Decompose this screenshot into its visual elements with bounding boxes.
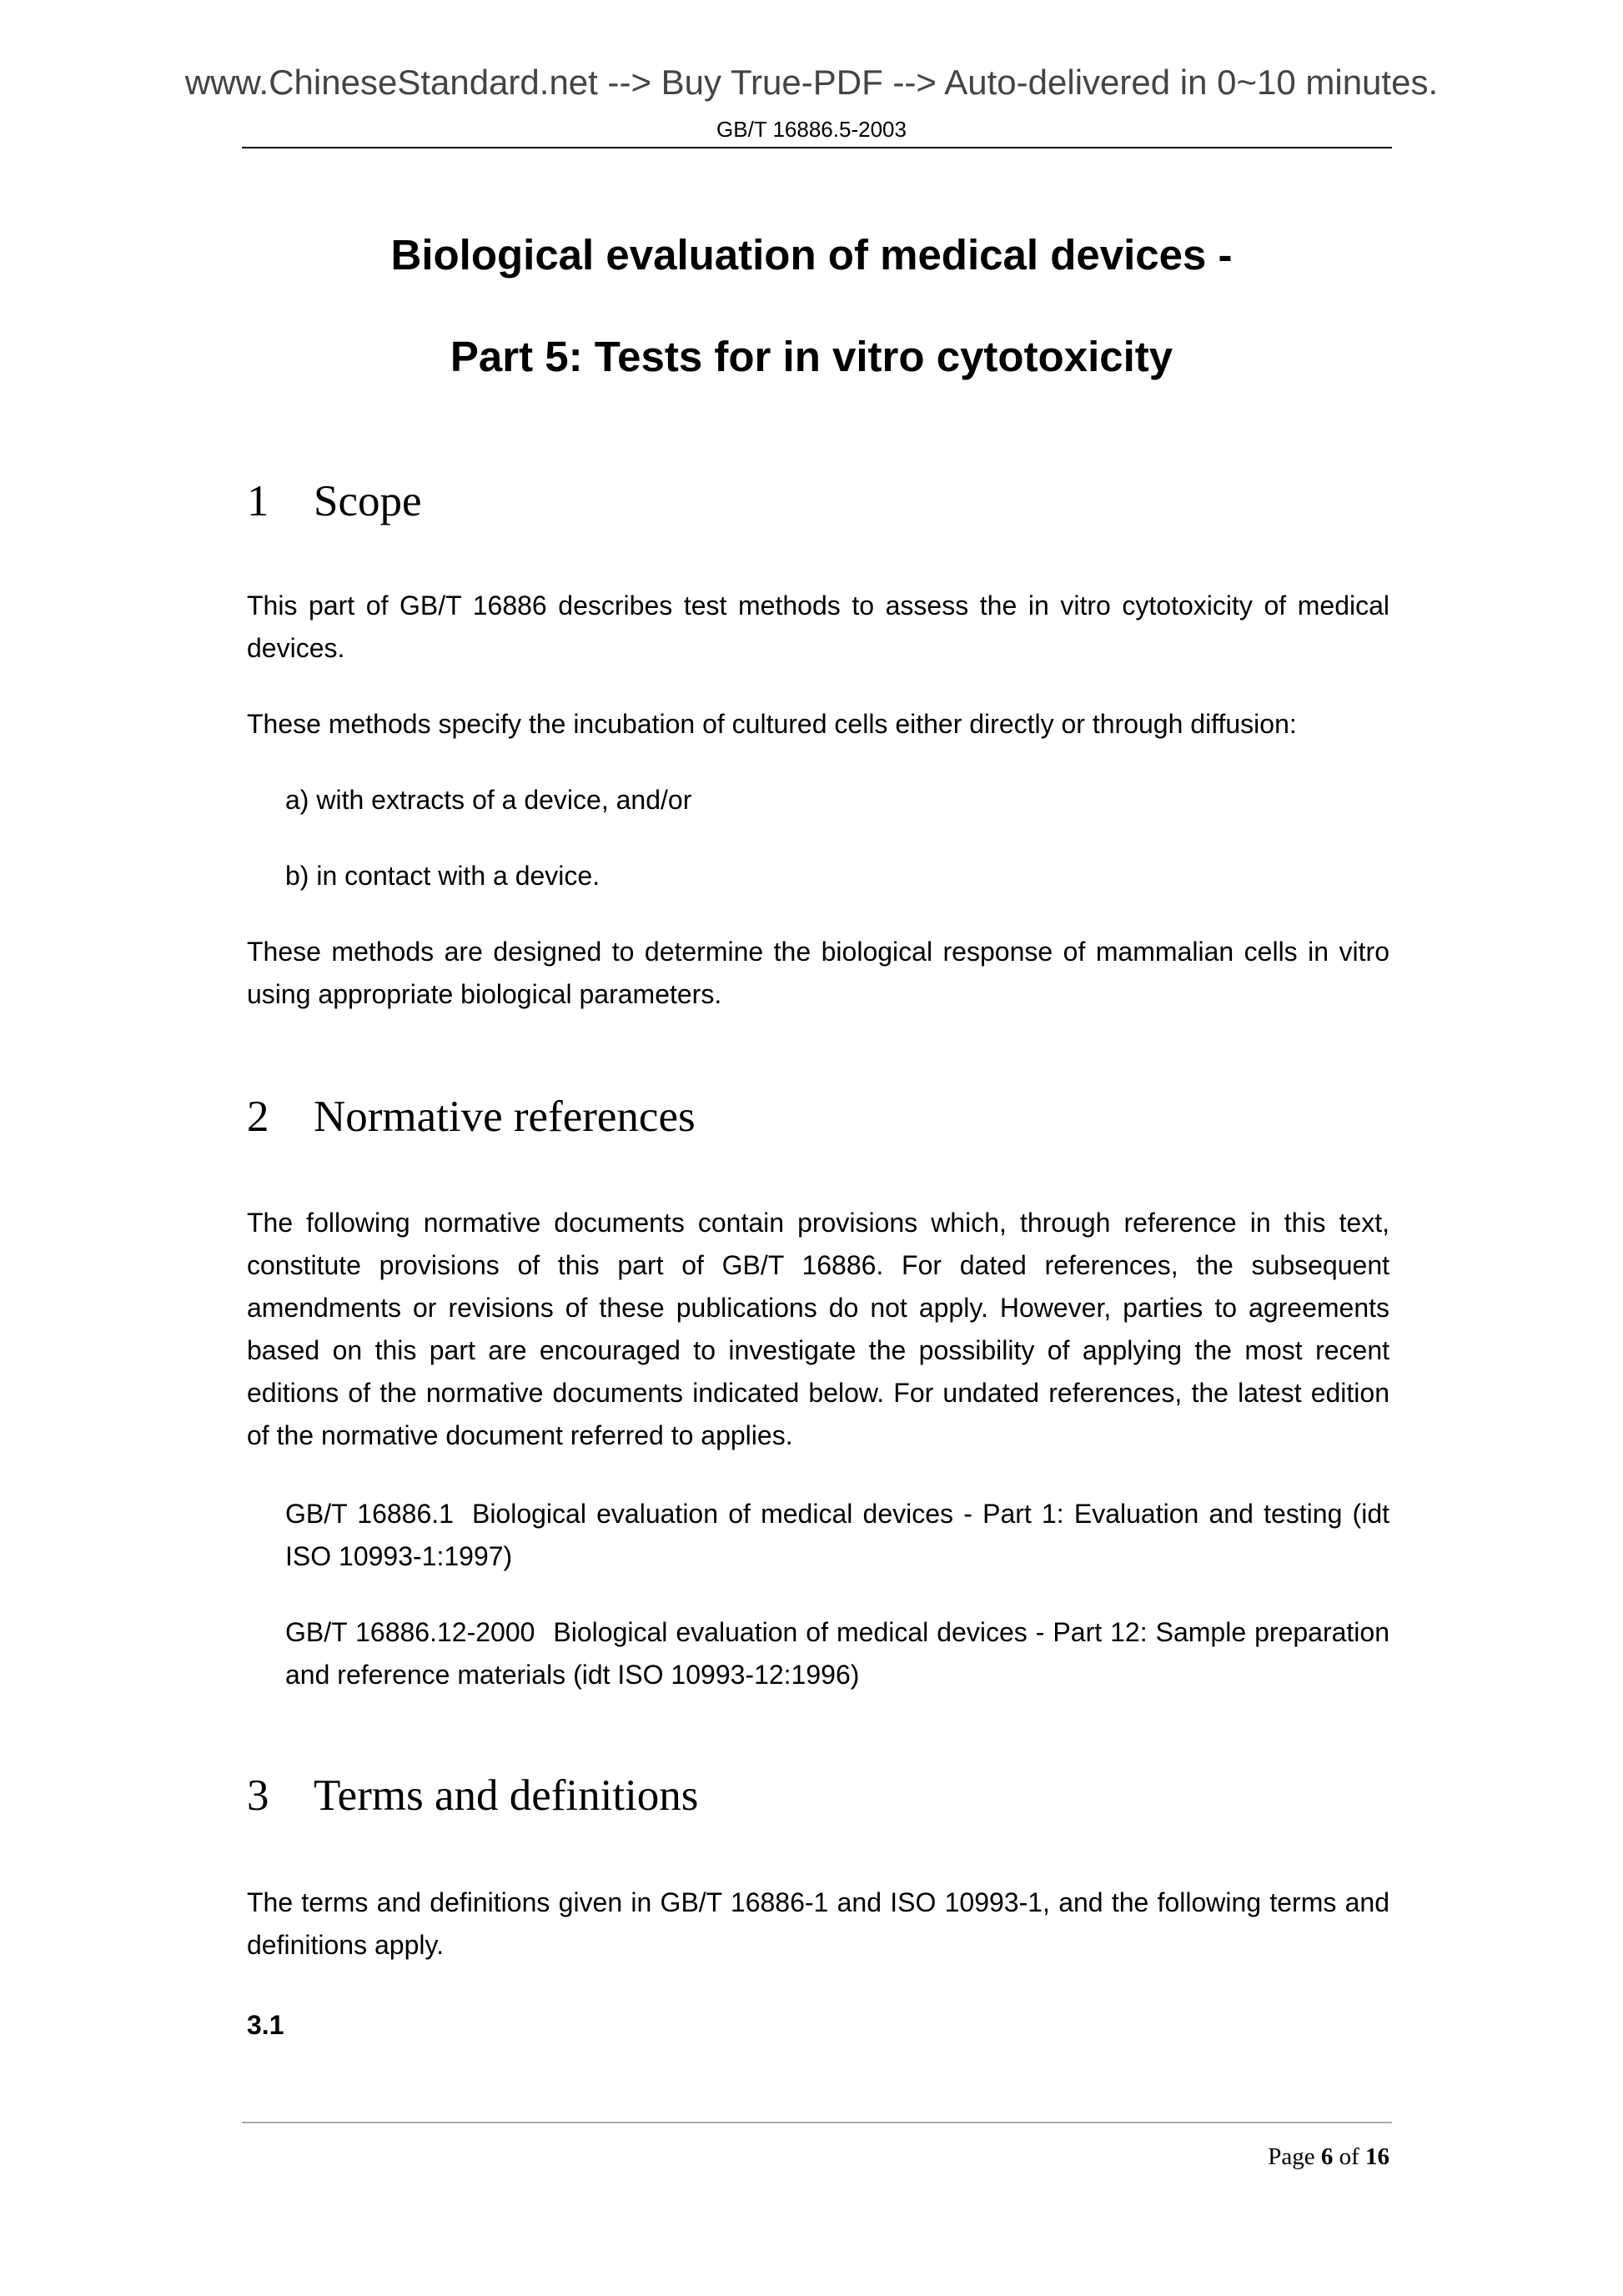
scope-paragraph-1: This part of GB/T 16886 describes test methods to assess the in vitro cytotoxicity of medical devices.: [247, 590, 1389, 663]
reference-text: Biological evaluation of medical devices - Part 12: Sample preparation and reference materials (idt ISO 10993-12:1996): [285, 1617, 1390, 1690]
scope-list-item-b: b) in contact with a device.: [285, 861, 600, 891]
reference-code: GB/T 16886.12-2000: [285, 1617, 535, 1647]
normative-references-paragraph: The following normative documents contain provisions which, through reference in this text, constitute provisions of this part of GB/T 16886. For dated references, the subsequent amendments or revisions of these publications do not apply. However, parties to agreements based on this part are encouraged to investigate the possibility of applying the most recent editions of the normative documents indicated below. For undated references, the latest edition of the normative document referred to applies.: [247, 1208, 1389, 1450]
section-title: Terms and definitions: [314, 1771, 699, 1820]
scope-list-item-a: a) with extracts of a device, and/or: [285, 785, 692, 815]
page-footer: [1268, 2143, 1389, 2171]
document-title-line-2: Part 5: Tests for in vitro cytotoxicity: [450, 333, 1173, 380]
section-title: Normative references: [314, 1093, 696, 1141]
running-header-standard-code: GB/T 16886.5-2003: [716, 117, 907, 142]
section-2-heading: [247, 1093, 696, 1141]
section-number: 3: [247, 1771, 269, 1820]
section-title: Scope: [314, 477, 422, 525]
of-label: of: [1339, 2143, 1359, 2170]
terms-paragraph: The terms and definitions given in GB/T 16886-1 and ISO 10993-1, and the following terms and definitions apply.: [247, 1887, 1389, 1960]
reference-code: GB/T 16886.1: [285, 1499, 454, 1529]
reference-item-1: [285, 1493, 1389, 1578]
section-number: 1: [247, 477, 269, 525]
scope-paragraph-3: These methods are designed to determine the biological response of mammalian cells in vitro using appropriate biological parameters.: [247, 937, 1389, 1009]
section-1-heading: [247, 477, 422, 525]
scope-paragraph-2: These methods specify the incubation of cultured cells either directly or through diffusion:: [247, 709, 1297, 739]
total-pages: 16: [1365, 2143, 1389, 2170]
footer-rule: [242, 2122, 1392, 2123]
document-title-line-1: Biological evaluation of medical devices -: [390, 231, 1233, 279]
section-number: 2: [247, 1093, 269, 1141]
reference-text: Biological evaluation of medical devices - Part 1: Evaluation and testing (idt ISO 10993-1:1997): [285, 1499, 1390, 1571]
header-rule: [242, 147, 1392, 148]
source-banner: www.ChineseStandard.net --> Buy True-PDF --> Auto-delivered in 0~10 minutes.: [184, 63, 1439, 102]
page-number: 6: [1320, 2143, 1334, 2170]
section-3-heading: [247, 1771, 698, 1820]
reference-item-2: [285, 1611, 1389, 1696]
term-number: 3.1: [247, 2010, 284, 2040]
page-label: Page: [1268, 2143, 1315, 2170]
